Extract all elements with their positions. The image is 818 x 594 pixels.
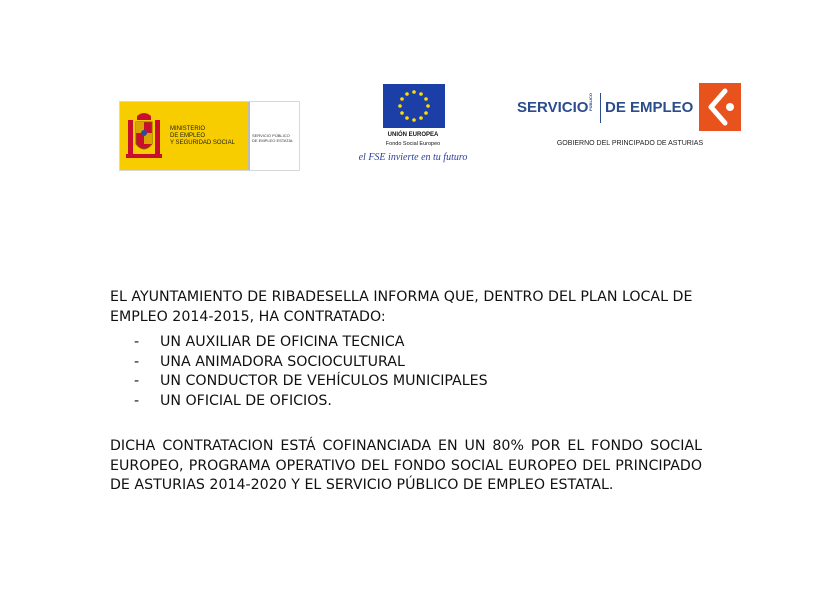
list-bullet: - bbox=[134, 334, 140, 350]
eu-subtitle: Fondo Social Europeo bbox=[385, 141, 441, 147]
list-item bbox=[110, 392, 702, 412]
spain-coat-of-arms-icon bbox=[126, 110, 162, 162]
eu-slogan: el FSE invierte en tu futuro bbox=[358, 152, 468, 163]
servicio-empleo-logo bbox=[515, 83, 745, 153]
sepe-estatal-name: SERVICIO PÚBLICO DE EMPLEO ESTATAL bbox=[252, 133, 294, 143]
notice-intro: EL AYUNTAMIENTO DE RIBADESELLA INFORMA QUE, DENTRO DEL PLAN LOCAL DE EMPLEO 2014-2015, HA CONTRATADO: bbox=[110, 289, 693, 325]
list-item bbox=[110, 372, 702, 392]
list-item-text: UN CONDUCTOR DE VEHÍCULOS MUNICIPALES bbox=[160, 373, 488, 389]
list-item-text: UN OFICIAL DE OFICIOS. bbox=[160, 392, 332, 409]
ministerio-empleo-logo bbox=[119, 101, 300, 171]
ministerio-name: MINISTERIO DE EMPLEO Y SEGURIDAD SOCIAL bbox=[170, 126, 235, 146]
list-item-text: UNA ANIMADORA SOCIOCULTURAL bbox=[160, 353, 405, 370]
eu-title: UNIÓN EUROPEA bbox=[387, 132, 439, 138]
list-item bbox=[110, 353, 702, 373]
hired-positions-list bbox=[110, 333, 702, 411]
sepe-word-servicio: SERVICIO bbox=[517, 99, 589, 116]
list-item bbox=[110, 333, 702, 353]
sepe-word-publico: PÚBLICO bbox=[588, 93, 593, 111]
list-bullet: - bbox=[134, 373, 140, 389]
union-europea-logo bbox=[340, 84, 486, 170]
sepe-divider bbox=[600, 93, 601, 123]
list-bullet: - bbox=[134, 392, 140, 409]
ministerio-divider bbox=[248, 102, 250, 170]
notice-body bbox=[110, 288, 702, 496]
list-bullet: - bbox=[134, 353, 140, 370]
notice-closing: DICHA CONTRATACION ESTÁ COFINANCIADA EN UN 80% POR EL FONDO SOCIAL EUROPEO, PROGRAMA OPERATIVO DEL FONDO SOCIAL EUROPEO DEL PRINCIPADO DE ASTURIAS 2014-2020 Y EL SERVICIO PÚBLICO DE EMPLEO ESTATAL. bbox=[110, 438, 702, 493]
list-item-text: UN AUXILIAR DE OFICINA TECNICA bbox=[160, 334, 405, 350]
eu-flag-icon bbox=[383, 84, 445, 128]
gobierno-asturias-label: GOBIERNO DEL PRINCIPADO DE ASTURIAS bbox=[556, 140, 704, 147]
servicio-empleo-arrow-icon bbox=[699, 83, 741, 131]
sepe-word-de-empleo: DE EMPLEO bbox=[605, 99, 694, 116]
